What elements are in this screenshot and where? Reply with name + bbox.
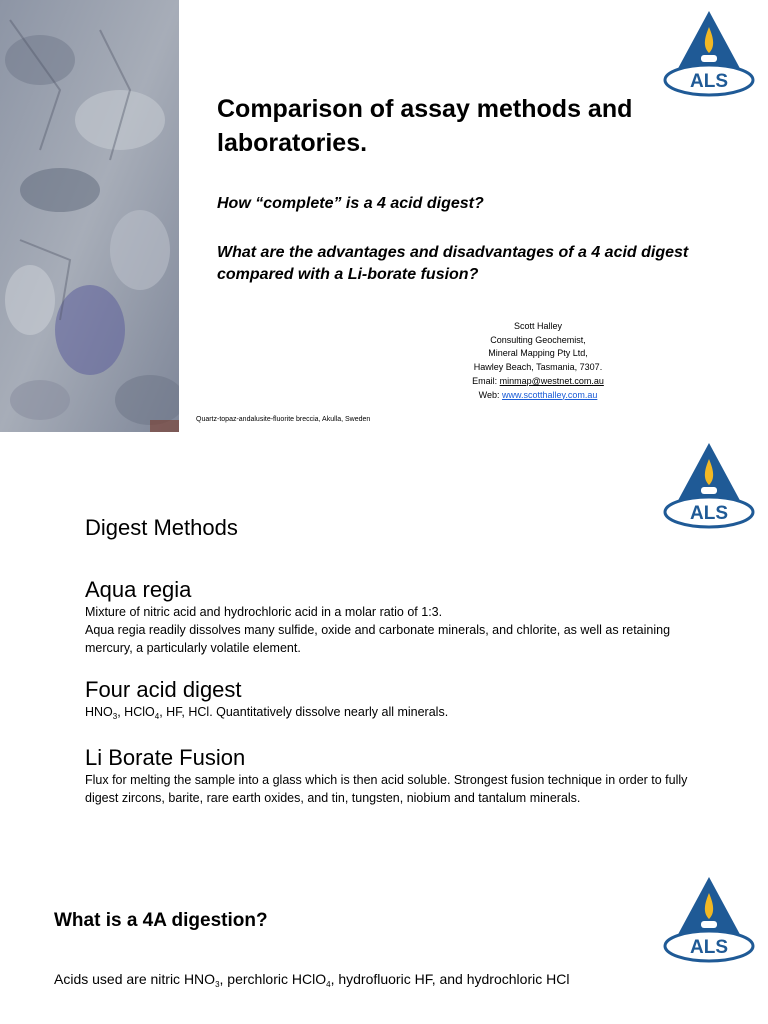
- formula-hclo4: , HClO: [117, 705, 155, 719]
- li-borate-text: Flux for melting the sample into a glass which is then acid soluble. Strongest fusion technique in order to fully digest zircons, barite, rare earth oxides, and tin, tungsten, niobium and tantalum minerals.: [85, 773, 688, 805]
- formula-hno3: HNO: [85, 705, 113, 719]
- photo-caption: Quartz-topaz-andalusite-fluorite breccia, Akulla, Sweden: [196, 416, 371, 423]
- als-logo: [662, 441, 756, 529]
- title-slide: [0, 0, 768, 432]
- logo-text: ALS: [690, 71, 728, 92]
- four-acid-text: [85, 703, 695, 721]
- subscript: 4: [154, 712, 160, 721]
- li-borate-heading: Li Borate Fusion: [85, 745, 246, 770]
- subscript: 3: [112, 712, 118, 721]
- author-role: Consulting Geochemist,: [490, 334, 586, 345]
- author-email-line: [468, 375, 608, 389]
- acids-used-text: [54, 971, 569, 987]
- four-acid-description: , HF, HCl. Quantitatively dissolve nearly all minerals.: [159, 705, 449, 719]
- digest-methods-slide: [0, 432, 768, 864]
- website-link[interactable]: www.scotthalley.com.au: [501, 389, 598, 400]
- section-title: What is a 4A digestion?: [54, 910, 268, 931]
- acids-perchloric: , perchloric HClO: [219, 971, 327, 987]
- author-company: Mineral Mapping Pty Ltd,: [488, 348, 588, 359]
- email-link[interactable]: minmap@westnet.com.au: [499, 375, 604, 386]
- author-name: Scott Halley: [513, 321, 563, 331]
- question-advantages: What are the advantages and disadvantages of a 4 acid digest compared with a Li-borate fusion?: [217, 244, 689, 283]
- aqua-regia-line2: Aqua regia readily dissolves many sulfide, oxide and carbonate minerals, and chlorite, as well as retaining mercury, a particularly volatile element.: [85, 623, 671, 655]
- logo-text: ALS: [690, 503, 728, 524]
- email-label: Email:: [472, 375, 500, 386]
- aqua-regia-text: [85, 603, 695, 657]
- rock-sample-photo: [0, 0, 179, 432]
- acids-rest: , hydrofluoric HF, and hydrochloric HCl: [330, 971, 570, 987]
- subscript: 4: [326, 980, 331, 989]
- als-logo: [662, 875, 756, 963]
- question-completeness: How “complete” is a 4 acid digest?: [217, 195, 484, 212]
- aqua-regia-heading: Aqua regia: [85, 577, 192, 602]
- author-block: [468, 320, 608, 402]
- als-logo: [662, 9, 756, 97]
- 4a-digestion-slide: [0, 864, 768, 1024]
- aqua-regia-line1: Mixture of nitric acid and hydrochloric acid in a molar ratio of 1:3.: [85, 605, 443, 619]
- logo-text: ALS: [690, 937, 728, 958]
- author-web-line: [468, 389, 608, 403]
- four-acid-heading: Four acid digest: [85, 677, 242, 702]
- author-address: Hawley Beach, Tasmania, 7307.: [473, 362, 603, 373]
- acids-nitric: Acids used are nitric HNO: [54, 971, 216, 987]
- page-title: Comparison of assay methods and laboratories.: [217, 95, 633, 157]
- subscript: 3: [215, 980, 220, 989]
- section-title: Digest Methods: [85, 515, 238, 540]
- web-label: Web:: [478, 389, 502, 400]
